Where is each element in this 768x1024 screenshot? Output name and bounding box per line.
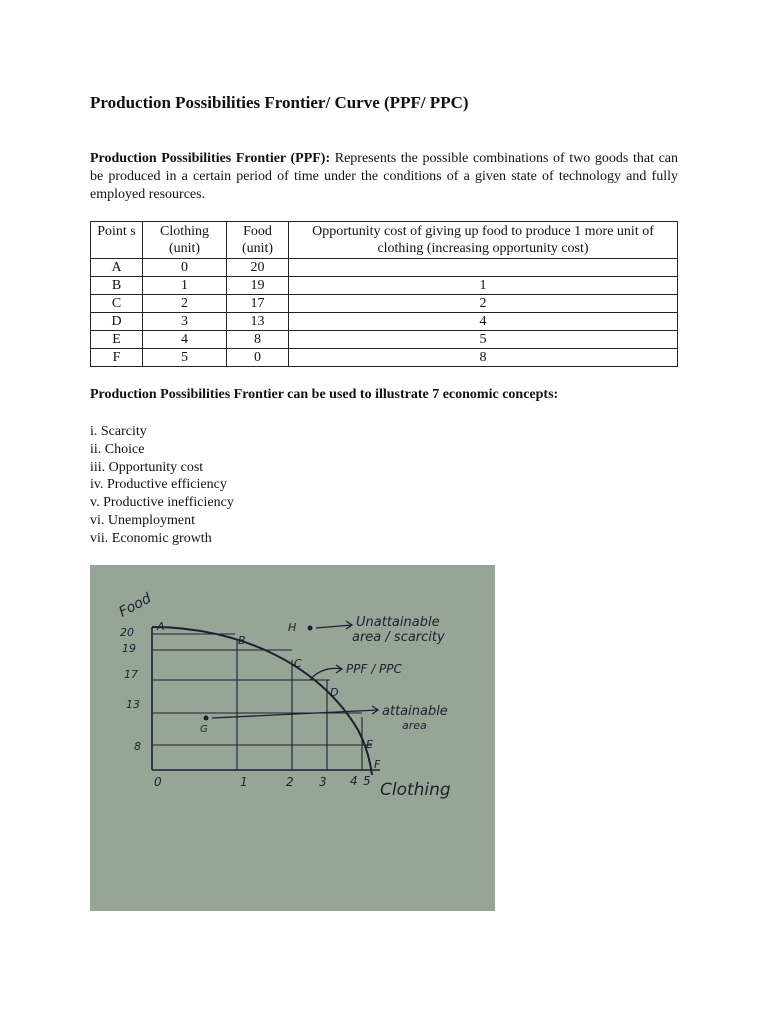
list-item: iii. Opportunity cost	[90, 459, 204, 475]
concepts-heading: Production Possibilities Frontier can be used to illustrate 7 economic concepts:	[90, 387, 559, 402]
point-label: C	[294, 657, 302, 670]
header-opportunity-cost: Opportunity cost of giving up food to produce 1 more unit of clothing (increasing opportunity cost)	[289, 222, 678, 259]
header-points: Point s	[91, 222, 143, 259]
annotation-scarcity: area / scarcity	[352, 630, 445, 645]
y-tick: 8	[134, 740, 141, 753]
point-label: B	[238, 634, 246, 647]
list-item: i. Scarcity	[90, 424, 147, 439]
point-g-dot	[204, 716, 209, 721]
point-label: H	[288, 621, 297, 634]
cell-food: 0	[227, 349, 289, 367]
cell-clothing: 0	[143, 259, 227, 277]
point-label: E	[366, 738, 373, 751]
y-tick: 13	[126, 698, 140, 711]
cell-cost: 5	[289, 331, 678, 349]
annotation-attainable: attainable	[382, 704, 448, 719]
list-item: iv. Productive efficiency	[90, 477, 227, 493]
table-row	[91, 331, 678, 349]
cell-clothing: 3	[143, 313, 227, 331]
table-row	[91, 277, 678, 295]
x-tick: 2	[286, 775, 294, 789]
table-row	[91, 313, 678, 331]
list-item: vi. Unemployment	[90, 512, 195, 528]
cell-clothing: 5	[143, 349, 227, 367]
cell-food: 19	[227, 277, 289, 295]
cell-point: A	[91, 259, 143, 277]
x-tick: 4	[350, 774, 358, 788]
x-tick: 1	[240, 775, 248, 789]
annotation-ppf: PPF / PPC	[346, 662, 402, 676]
x-axis-label: Clothing	[380, 780, 451, 800]
y-tick: 20	[120, 626, 134, 639]
definition-text: Represents the possible combinations of two goods that can be produced in a certain period of time under the conditions of a given state of technology and fully employed resources.	[90, 151, 679, 202]
ppf-sketch	[90, 565, 495, 911]
sketch-axes	[152, 627, 380, 770]
point-label: A	[157, 620, 165, 633]
cell-point: F	[91, 349, 143, 367]
annotation-area: area	[402, 719, 427, 732]
ppf-curve	[152, 627, 372, 775]
cell-cost	[289, 259, 678, 277]
cell-food: 13	[227, 313, 289, 331]
x-tick: 3	[319, 775, 327, 789]
cell-cost: 2	[289, 295, 678, 313]
list-item: v. Productive inefficiency	[90, 495, 234, 511]
table-header-row	[91, 222, 678, 259]
cell-clothing: 1	[143, 277, 227, 295]
cell-clothing: 2	[143, 295, 227, 313]
cell-food: 8	[227, 331, 289, 349]
cell-cost: 1	[289, 277, 678, 295]
y-axis-label: Food	[116, 590, 154, 621]
table-row	[91, 259, 678, 277]
cell-point: C	[91, 295, 143, 313]
table-row	[91, 295, 678, 313]
point-label: F	[374, 758, 381, 771]
ppf-table	[90, 221, 678, 367]
table-row	[91, 349, 678, 367]
point-label: G	[200, 724, 208, 735]
cell-point: E	[91, 331, 143, 349]
y-tick: 19	[122, 642, 136, 655]
header-food: Food (unit)	[227, 222, 289, 259]
point-h-dot	[308, 626, 313, 631]
definition-term: Production Possibilities Frontier (PPF):	[90, 151, 331, 166]
cell-food: 17	[227, 295, 289, 313]
concepts-list	[90, 423, 234, 548]
cell-food: 20	[227, 259, 289, 277]
annotation-unattainable: Unattainable	[356, 615, 440, 630]
cell-clothing: 4	[143, 331, 227, 349]
cell-cost: 8	[289, 349, 678, 367]
x-tick: 0	[154, 775, 162, 789]
y-tick: 17	[124, 668, 138, 681]
point-label: D	[330, 686, 339, 699]
list-item: vii. Economic growth	[90, 530, 212, 546]
cell-point: B	[91, 277, 143, 295]
cell-cost: 4	[289, 313, 678, 331]
cell-point: D	[91, 313, 143, 331]
header-clothing: Clothing (unit)	[143, 222, 227, 259]
page-title: Production Possibilities Frontier/ Curve (PPF/ PPC)	[90, 93, 469, 112]
ppf-sketch-photo	[90, 565, 495, 911]
x-tick: 5	[363, 774, 371, 788]
ppf-definition	[90, 150, 678, 204]
list-item: ii. Choice	[90, 441, 145, 457]
